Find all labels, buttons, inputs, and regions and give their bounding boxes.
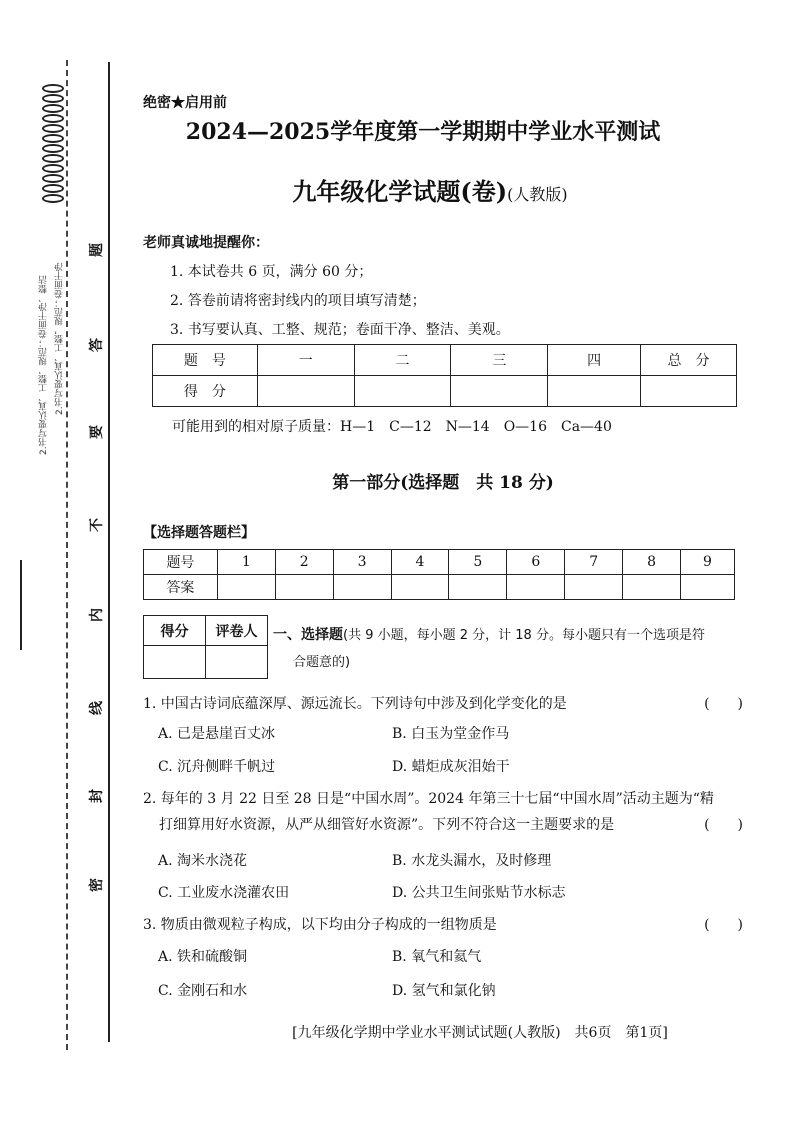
- answer-number: 1: [217, 550, 275, 575]
- handwritten-note: 2.书写要认真、工整，规范；卷面干净: [55, 262, 65, 415]
- subject-title: [180, 172, 680, 207]
- binding-char: 封: [89, 789, 105, 803]
- answer-row-label: 答案: [144, 575, 218, 600]
- option-b: B. 白玉为堂金作马: [392, 726, 510, 742]
- option-d: D. 蜡炬成灰泪始干: [392, 759, 510, 775]
- score-cell[interactable]: [451, 376, 548, 407]
- option-a: A. 已是悬崖百丈冰: [158, 726, 276, 742]
- answer-paren: ( ): [704, 696, 743, 712]
- answer-cell[interactable]: [391, 575, 449, 600]
- section-description: (共 9 小题，每小题 2 分，计 18 分。每小题只有一个选项是符: [343, 628, 705, 643]
- answer-bar-label: 【选择题答题栏】: [143, 525, 255, 541]
- answer-number: 2: [275, 550, 333, 575]
- question-2: [143, 786, 743, 838]
- instruction-item: 3. 书写要认真、工整、规范；卷面干净、整洁、美观。: [170, 322, 510, 338]
- answer-number: 7: [565, 550, 623, 575]
- seal-line: [108, 62, 110, 1042]
- score-cell[interactable]: [354, 376, 451, 407]
- section-title: 一、选择题: [273, 627, 343, 643]
- instruction-list: [170, 258, 510, 345]
- score-table: [152, 344, 737, 407]
- binding-rings: [42, 84, 68, 204]
- answer-number: 6: [507, 550, 565, 575]
- score-header-cell: 三: [451, 345, 548, 376]
- binding-char: 要: [89, 425, 105, 439]
- part-title: 第一部分(选择题 共 18 分): [332, 473, 554, 493]
- score-cell[interactable]: [257, 376, 354, 407]
- question-3: [143, 912, 743, 938]
- section-heading: [273, 622, 743, 676]
- option-d: D. 氢气和氯化钠: [392, 983, 496, 999]
- edition-label: (人教版): [507, 185, 568, 204]
- answer-number: 3: [333, 550, 391, 575]
- fill-line: [20, 560, 22, 650]
- answer-paren: ( ): [704, 817, 743, 833]
- answer-number: 5: [449, 550, 507, 575]
- handwritten-note: 2.书写要认真、工整、规范；卷面干净、整洁: [39, 275, 49, 455]
- answer-cell[interactable]: [217, 575, 275, 600]
- section-description-cont: 合题意的): [293, 655, 351, 670]
- binding-char: 密: [89, 878, 105, 892]
- answer-paren: ( ): [704, 917, 743, 933]
- question-stem-cont: 打细算用好水资源，从严从细管好水资源”。下列不符合这一主题要求的是: [159, 817, 615, 833]
- binding-char: 题: [89, 243, 105, 257]
- option-c: C. 沉舟侧畔千帆过: [158, 759, 276, 775]
- answer-number: 4: [391, 550, 449, 575]
- answer-number: 9: [681, 550, 735, 575]
- instruction-item: 1. 本试卷共 6 页，满分 60 分；: [170, 264, 373, 280]
- score-header-cell: 一: [257, 345, 354, 376]
- confidential-label: 绝密★启用前: [143, 95, 227, 111]
- answer-cell[interactable]: [681, 575, 735, 600]
- score-header-cell: 题 号: [153, 345, 258, 376]
- answer-cell[interactable]: [275, 575, 333, 600]
- option-b: B. 氧气和氦气: [392, 949, 482, 965]
- exam-title: 2024—2025学年度第一学期期中学业水平测试: [185, 119, 661, 145]
- binding-char: 内: [89, 608, 105, 622]
- answer-cell[interactable]: [623, 575, 681, 600]
- score-header-cell: 总 分: [641, 345, 737, 376]
- question-stem: 2. 每年的 3 月 22 日至 28 日是“中国水周”。2024 年第三十七届“中国水周”活动主题为“精: [143, 791, 714, 807]
- answer-cell[interactable]: [333, 575, 391, 600]
- question-stem: 3. 物质由微观粒子构成，以下均由分子构成的一组物质是: [143, 917, 497, 933]
- answer-number: 8: [623, 550, 681, 575]
- answer-header-label: 题号: [144, 550, 218, 575]
- option-c: C. 金刚石和水: [158, 983, 248, 999]
- binding-char: 线: [89, 701, 105, 715]
- option-b: B. 水龙头漏水，及时修理: [392, 853, 552, 869]
- option-c: C. 工业废水浇灌农田: [158, 885, 290, 901]
- grader-score-cell[interactable]: [144, 646, 206, 679]
- grader-table: [143, 615, 268, 679]
- binding-margin: [0, 0, 112, 1123]
- atomic-masses: 可能用到的相对原子质量：H—1 C—12 N—14 O—16 Ca—40: [172, 419, 612, 435]
- option-a: A. 淘米水浇花: [158, 853, 248, 869]
- binding-char: 不: [89, 518, 105, 532]
- answer-cell[interactable]: [565, 575, 623, 600]
- reminder-heading: 老师真诚地提醒你：: [143, 235, 269, 251]
- instruction-item: 2. 答卷前请将密封线内的项目填写清楚；: [170, 293, 426, 309]
- option-d: D. 公共卫生间张贴节水标志: [392, 885, 566, 901]
- grader-score-label: 得分: [144, 616, 206, 646]
- option-a: A. 铁和硫酸铜: [158, 949, 248, 965]
- answer-table: [143, 549, 735, 600]
- score-row-label: 得 分: [153, 376, 258, 407]
- grader-reviewer-label: 评卷人: [206, 616, 268, 646]
- answer-cell[interactable]: [507, 575, 565, 600]
- question-1: [143, 691, 743, 717]
- answer-cell[interactable]: [449, 575, 507, 600]
- question-stem: 1. 中国古诗词底蕴深厚、源远流长。下列诗句中涉及到化学变化的是: [143, 696, 567, 712]
- score-cell[interactable]: [548, 376, 641, 407]
- grader-reviewer-cell[interactable]: [206, 646, 268, 679]
- score-header-cell: 四: [548, 345, 641, 376]
- binding-char: 答: [89, 338, 105, 352]
- score-header-cell: 二: [354, 345, 451, 376]
- subject-title-text: 九年级化学试题(卷): [292, 177, 508, 206]
- score-cell[interactable]: [641, 376, 737, 407]
- page-footer: [九年级化学期中学业水平测试试题(人教版) 共6页 第1页]: [292, 1025, 668, 1041]
